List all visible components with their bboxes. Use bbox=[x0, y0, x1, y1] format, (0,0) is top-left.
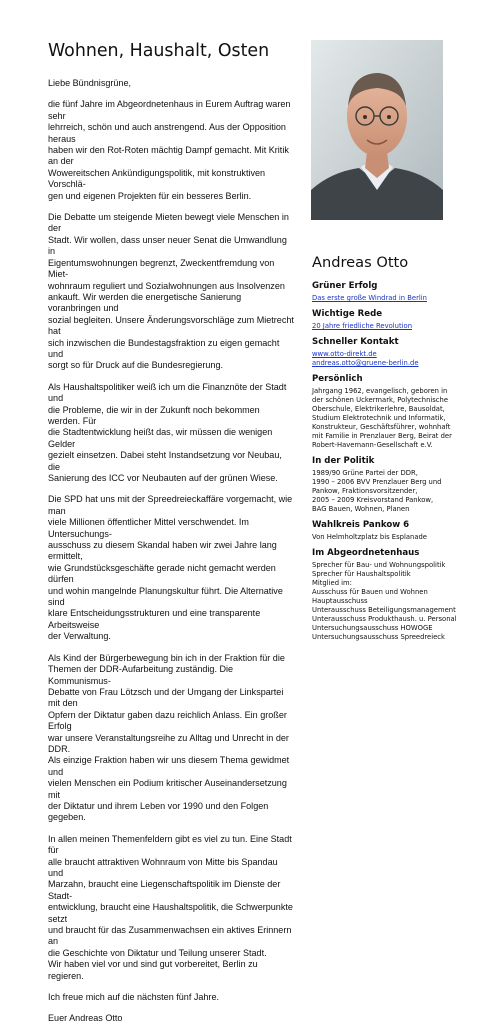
portrait-photo bbox=[311, 40, 443, 220]
letter-paragraph: Als Haushaltspolitiker weiß ich um die Finanznöte der Stadt und die Probleme, die wir in der Zukunft noch bekommen werden. Für die Stadtentwicklung heißt das, wir müssen die wenigen Gelder gezielt einsetzen. Dabei steht Instandsetzung vor Neubau, die Sanierung des ICC vor Neubauten auf der grünen Wiese. bbox=[48, 381, 287, 483]
candidate-name: Andreas Otto bbox=[312, 254, 409, 271]
letter-paragraph: Die Debatte um steigende Mieten bewegt viele Menschen in der Stadt. Wir wollen, dass unser neuer Senat die Umwandlung in Eigentumswohnungen begrenzt, Zweckentfremdung von Miet- wohnraum reguliert und Sozialwohnungen aus Insolvenzen ankauft. Wir werden die energetische Sanierung voranbringen und sozial begleiten. Unsere Änderungsvorschläge zum Mietrecht hat sich inzwischen die Bundestagsfraktion zu eigen gemacht und sorgt so für Druck auf die Bundesregierung. bbox=[48, 212, 294, 371]
rede-link[interactable]: 20 Jahre friedliche Revolution bbox=[312, 322, 413, 330]
bio-line: Studium Elektrotechnik und Informatik, bbox=[312, 414, 446, 422]
section-persoenlich bbox=[312, 374, 487, 450]
letter-paragraph: Ich freue mich auf die nächsten fünf Jahre. bbox=[48, 992, 219, 1003]
politik-line: Pankow, Fraktionsvorsitzender, bbox=[312, 487, 418, 495]
bio-line: Jahrgang 1962, evangelisch, geboren in bbox=[312, 387, 448, 395]
section-heading: Grüner Erfolg bbox=[312, 281, 378, 291]
committee-line: Unterausschuss Produkthaush. u. Personal bbox=[312, 615, 457, 623]
section-kontakt bbox=[312, 337, 487, 368]
section-heading: In der Politik bbox=[312, 456, 375, 466]
section-heading: Wahlkreis Pankow 6 bbox=[312, 520, 410, 530]
section-heading: Im Abgeordnetenhaus bbox=[312, 548, 420, 558]
letter-paragraph: Liebe Bündnisgrüne, bbox=[48, 78, 131, 88]
committee-line: Mitglied im: bbox=[312, 579, 352, 587]
politik-line: BAG Bauen, Wohnen, Planen bbox=[312, 505, 410, 513]
committee-line: Ausschuss für Bauen und Wohnen bbox=[312, 588, 428, 596]
profile-sidebar bbox=[312, 281, 487, 648]
email-link[interactable]: andreas.otto@gruene-berlin.de bbox=[312, 359, 419, 367]
bio-line: Oberschule, Elektrikerlehre, Bausoldat, bbox=[312, 405, 445, 413]
politik-line: 1989/90 Grüne Partei der DDR, bbox=[312, 469, 418, 477]
bio-line: der schönen Uckermark, Polytechnische bbox=[312, 396, 449, 404]
website-link[interactable]: www.otto-direkt.de bbox=[312, 350, 377, 358]
wahlkreis-line: Von Helmholtzplatz bis Esplanade bbox=[312, 533, 427, 541]
letter-signature: Euer Andreas Otto bbox=[48, 1013, 123, 1024]
committee-line: Untersuchungsausschuss HOWOGE bbox=[312, 624, 433, 632]
politik-line: 2005 – 2009 Kreisvorstand Pankow, bbox=[312, 496, 434, 504]
letter-body bbox=[48, 78, 294, 1035]
section-heading: Wichtige Rede bbox=[312, 309, 383, 319]
letter-paragraph: die fünf Jahre im Abgeordnetenhaus in Eurem Auftrag waren sehr lehrreich, schön und auch anstrengend. Aus der Opposition heraus haben wir den Rot-Roten mächtig Dampf gemacht. Mit Kritik an der Wowereitschen Ankündigungspolitik, mit konstruktiven Vorschlä- gen und eigenen Projekten für ein besseres Berlin. bbox=[48, 99, 291, 201]
section-abgeordnetenhaus bbox=[312, 548, 487, 642]
section-heading: Persönlich bbox=[312, 374, 363, 384]
section-wahlkreis bbox=[312, 520, 487, 542]
section-wichtige-rede bbox=[312, 309, 487, 331]
committee-line: Unterausschuss Beteiligungsmanagement bbox=[312, 606, 456, 614]
letter-paragraph: Als Kind der Bürgerbewegung bin ich in der Fraktion für die Themen der DDR-Aufarbeitung zuständig. Die Kommunismus- Debatte von Frau Lötzsch und der Umgang der Linkspartei mit den Opfern der Diktatur gaben dazu reichlich Anlass. Ein großer Erfolg war unsere Veranstaltungsreihe zu Alltag und Unrecht in der DDR. Als einzige Fraktion haben wir uns diesem Thema gewidmet und vielen Menschen ein Podium kritischer Auseinandersetzung mit der Diktatur und ihrem Leben vor 1990 und den Folgen gegeben. bbox=[48, 652, 290, 823]
page-title: Wohnen, Haushalt, Osten bbox=[48, 41, 270, 61]
committee-line: Sprecher für Haushaltspolitik bbox=[312, 570, 411, 578]
politik-line: 1990 – 2006 BVV Prenzlauer Berg und bbox=[312, 478, 442, 486]
committee-line: Hauptausschuss bbox=[312, 597, 368, 605]
committee-line: Sprecher für Bau- und Wohnungspolitik bbox=[312, 561, 446, 569]
letter-paragraph: In allen meinen Themenfeldern gibt es viel zu tun. Eine Stadt für alle braucht attraktiven Wohnraum von Mitte bis Spandau und Marzahn, braucht eine Liegenschaftspolitik im Dienste der Stadt- entwicklung, braucht eine Haushaltspolitik, die Schwerpunkte setzt und braucht für das Zusammenwachsen ein aktives Erinnern an die Geschichte von Diktatur und Teilung unserer Stadt. Wir haben viel vor und sind gut vorbereitet, Berlin zu regieren. bbox=[48, 833, 293, 981]
section-gruener-erfolg bbox=[312, 281, 487, 303]
section-heading: Schneller Kontakt bbox=[312, 337, 399, 347]
portrait-photo-icon bbox=[311, 40, 443, 220]
committee-line: Untersuchungsausschuss Spreedreieck bbox=[312, 633, 445, 641]
bio-line: Robert-Havemann-Gesellschaft e.V. bbox=[312, 441, 433, 449]
bio-line: Konstrukteur, Geschäftsführer, wohnhaft bbox=[312, 423, 451, 431]
letter-paragraph: Die SPD hat uns mit der Spreedreieckaffäre vorgemacht, wie man viele Millionen öffentlicher Mittel verschwendet. Im Untersuchungs- ausschuss zu diesem Skandal haben wir zwei Jahre lang ermittelt, wie Grundstücksgeschäfte gerade nicht gemacht werden dürfen und wohin mangelnde Planungskultur führt. Die Alternative sind klare Entscheidungsstrukturen und eine transparente Arbeitsweise der Verwaltung. bbox=[48, 494, 293, 642]
windrad-link[interactable]: Das erste große Windrad in Berlin bbox=[312, 294, 427, 302]
bio-line: mit Familie in Prenzlauer Berg, Beirat der bbox=[312, 432, 452, 440]
section-politik bbox=[312, 456, 487, 514]
